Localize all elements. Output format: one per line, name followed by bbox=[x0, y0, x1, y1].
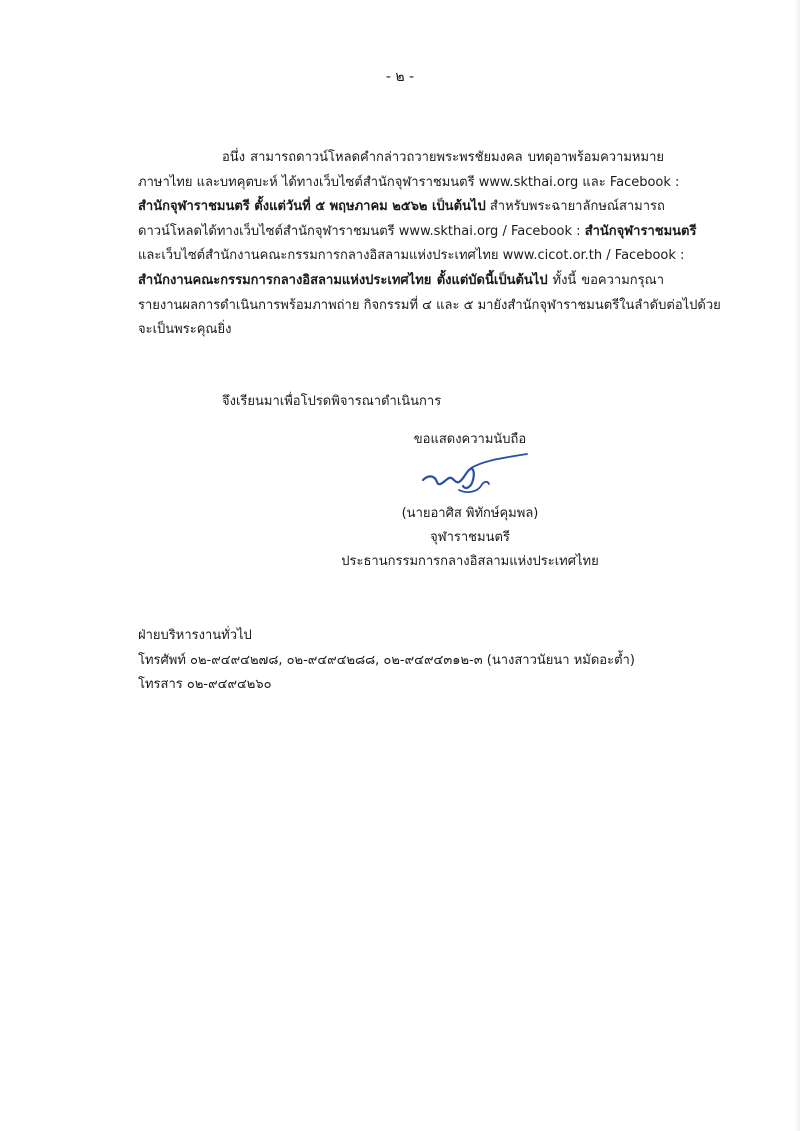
signer-title: จุฬาราชมนตรี bbox=[430, 530, 510, 545]
regards-text: ขอแสดงความนับถือ bbox=[413, 432, 527, 447]
body-line: จะเป็นพระคุณยิ่ง bbox=[138, 322, 232, 338]
handwritten-signature bbox=[300, 452, 640, 502]
department-name: ฝ่ายบริหารงานทั่วไป bbox=[138, 628, 252, 643]
body-line: อนึ่ง สามารถดาวน์โหลดคำกล่าวถวายพระพรชัยมงคล บทดุอาพร้อมความหมาย bbox=[222, 150, 664, 165]
scan-edge bbox=[794, 0, 800, 1131]
body-line bbox=[138, 195, 664, 220]
body-line: รายงานผลการดำเนินการพร้อมภาพถ่าย กิจกรรมที่ ๔ และ ๕ มายังสำนักจุฬาราชมนตรีในลำดับต่อไปด้วย bbox=[138, 297, 721, 313]
closing-line: จึงเรียนมาเพื่อโปรดพิจารณาดำเนินการ bbox=[222, 394, 442, 409]
bold-text: สำนักจุฬาราชมนตรี ตั้งแต่วันที่ ๕ พฤษภาคม ๒๕๖๒ เป็นต้นไป bbox=[138, 199, 486, 215]
body-text: สำหรับพระฉายาลักษณ์สามารถ bbox=[485, 199, 665, 215]
body-line: ภาษาไทย และบทคุตบะห์ ได้ทางเว็บไซต์สำนักจุฬาราชมนตรี www.skthai.org และ Facebook : bbox=[138, 174, 680, 190]
page-number: - ๒ - bbox=[385, 69, 415, 85]
body-line: และเว็บไซต์สำนักงานคณะกรรมการกลางอิสลามแห่งประเทศไทย www.cicot.or.th / Facebook : bbox=[138, 248, 685, 264]
body-line bbox=[138, 269, 664, 294]
body-paragraph bbox=[138, 146, 721, 343]
body-text: ทั้งนี้ ขอความกรุณา bbox=[547, 272, 664, 288]
contact-footer bbox=[138, 624, 635, 698]
signer-title: ประธานกรรมการกลางอิสลามแห่งประเทศไทย bbox=[341, 554, 599, 569]
fax-line: โทรสาร ๐๒-๙๔๙๔๒๖๐ bbox=[138, 677, 272, 692]
signature-block bbox=[300, 428, 640, 574]
phone-line: โทรศัพท์ ๐๒-๙๔๙๔๒๗๘, ๐๒-๙๔๙๔๒๘๘, ๐๒-๙๔๙๔๓๑๒-๓ (นางสาวนัยนา หมัดอะต้ำ) bbox=[138, 652, 635, 668]
signature-icon bbox=[415, 450, 535, 502]
bold-text: สำนักงานคณะกรรมการกลางอิสลามแห่งประเทศไทย ตั้งแต่บัดนี้เป็นต้นไป bbox=[138, 272, 548, 288]
bold-text: สำนักจุฬาราชมนตรี bbox=[584, 223, 697, 239]
body-line bbox=[138, 220, 697, 245]
body-text: ดาวน์โหลดได้ทางเว็บไซต์สำนักจุฬาราชมนตรี www.skthai.org / Facebook : bbox=[138, 223, 585, 239]
signer-name: (นายอาศิส พิทักษ์คุมพล) bbox=[401, 506, 539, 521]
